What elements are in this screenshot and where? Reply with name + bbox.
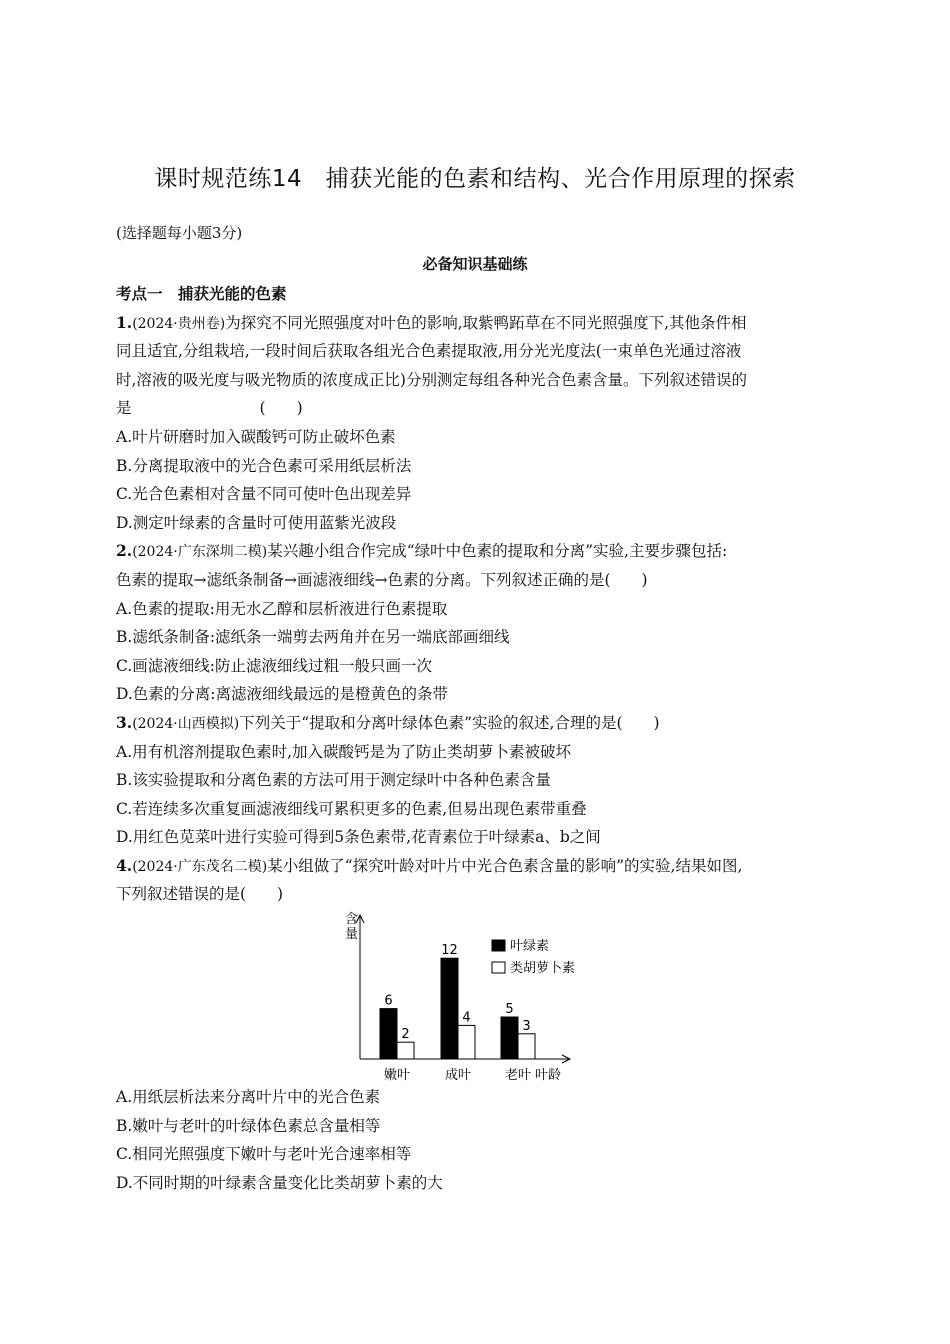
data-label: 12 — [441, 943, 458, 959]
page-title: 课时规范练14 捕获光能的色素和结构、光合作用原理的探索 — [154, 166, 796, 192]
question-text-line: 色素的提取→滤纸条制备→画滤液细线→色素的分离。下列叙述正确的是( ) — [116, 570, 648, 589]
option-d: D.测定叶绿素的含量时可使用蓝紫光波段 — [116, 513, 397, 532]
bar — [441, 958, 458, 1059]
x-tick-label: 老叶 — [504, 1068, 532, 1084]
option-a: A.用纸层析法来分离叶片中的光合色素 — [116, 1088, 381, 1107]
question-number: 3. — [116, 712, 133, 732]
question-3-stem — [116, 709, 841, 738]
question-4-stem — [116, 852, 841, 881]
question-source: (2024·山西模拟) — [132, 715, 240, 732]
x-axis-label: 叶龄 — [534, 1068, 562, 1084]
bar — [518, 1034, 535, 1059]
question-text: 是 — [116, 399, 132, 418]
option-b: B.嫩叶与老叶的叶绿体色素总含量相等 — [116, 1116, 381, 1135]
bar-chart — [334, 909, 634, 1083]
option-c: C.相同光照强度下嫩叶与老叶光合速率相等 — [116, 1145, 412, 1164]
bar-chart-figure — [116, 909, 841, 1083]
bar — [458, 1025, 475, 1059]
question-2-stem — [116, 537, 841, 566]
question-text: 为探究不同光照强度对叶色的影响,取紫鸭跖草在不同光照强度下,其他条件相 — [225, 313, 747, 332]
data-label: 5 — [505, 1002, 514, 1018]
option-b: B.分离提取液中的光合色素可采用纸层析法 — [116, 456, 412, 475]
option-c: C.光合色素相对含量不同可使叶色出现差异 — [116, 485, 412, 504]
x-tick-label: 成叶 — [444, 1068, 472, 1084]
question-text: 某兴趣小组合作完成“绿叶中色素的提取和分离”实验,主要步骤包括: — [267, 542, 728, 561]
question-source: (2024·贵州卷) — [132, 315, 226, 332]
data-label: 2 — [401, 1027, 410, 1043]
question-text: 某小组做了“探究叶龄对叶片中光合色素含量的影响”的实验,结果如图, — [267, 856, 743, 875]
legend-label: 叶绿素 — [510, 939, 550, 955]
option-a: A.用有机溶剂提取色素时,加入碳酸钙是为了防止类胡萝卜素被破坏 — [116, 742, 572, 761]
option-b: B.该实验提取和分离色素的方法可用于测定绿叶中各种色素含量 — [116, 771, 551, 790]
bar — [501, 1017, 518, 1059]
option-c: C.画滤液细线:防止滤液细线过粗一般只画一次 — [116, 656, 432, 675]
knowledge-point-heading: 考点一 捕获光能的色素 — [116, 285, 287, 303]
option-d: D.色素的分离:离滤液细线最远的是橙黄色的条带 — [116, 685, 449, 704]
x-tick-label: 嫩叶 — [383, 1068, 411, 1084]
option-a: A.叶片研磨时加入碳酸钙可防止破坏色素 — [116, 427, 396, 446]
answer-parentheses: ( ) — [259, 399, 303, 418]
question-number: 2. — [116, 541, 133, 561]
legend-label: 类胡萝卜素 — [510, 961, 576, 977]
bar — [397, 1042, 414, 1059]
legend-swatch — [492, 940, 505, 951]
question-text: 下列关于“提取和分离叶绿体色素”实验的叙述,合理的是( ) — [239, 713, 660, 732]
question-text-line: 时,溶液的吸光度与吸光物质的浓度成正比)分别测定每组各种光合色素含量。下列叙述错误的 — [116, 370, 747, 389]
bar — [380, 1009, 397, 1059]
scoring-note: (选择题每小题3分) — [116, 224, 243, 242]
option-a: A.色素的提取:用无水乙醇和层析液进行色素提取 — [116, 599, 448, 618]
question-1-stem — [116, 309, 841, 338]
question-number: 1. — [116, 312, 133, 332]
option-c: C.若连续多次重复画滤液细线可累积更多的色素,但易出现色素带重叠 — [116, 799, 587, 818]
question-text-line: 下列叙述错误的是( ) — [116, 885, 284, 904]
legend-swatch — [492, 962, 505, 973]
question-source: (2024·广东深圳二模) — [132, 544, 268, 561]
question-text-line — [116, 394, 841, 423]
option-b: B.滤纸条制备:滤纸条一端剪去两角并在另一端底部画细线 — [116, 628, 510, 647]
section-heading: 必备知识基础练 — [422, 255, 528, 273]
data-label: 6 — [384, 993, 393, 1009]
data-label: 3 — [522, 1018, 531, 1034]
question-number: 4. — [116, 855, 133, 875]
data-label: 4 — [462, 1010, 471, 1026]
question-text-line: 同且适宜,分组栽培,一段时间后获取各组光合色素提取液,用分光光度法(一束单色光通过溶液 — [116, 342, 742, 361]
question-content — [116, 280, 841, 1197]
option-d: D.不同时期的叶绿素含量变化比类胡萝卜素的大 — [116, 1173, 443, 1192]
option-d: D.用红色苋菜叶进行实验可得到5条色素带,花青素位于叶绿素a、b之间 — [116, 828, 601, 847]
y-axis-label: 含量 — [345, 912, 359, 943]
question-source: (2024·广东茂名二模) — [132, 858, 268, 875]
